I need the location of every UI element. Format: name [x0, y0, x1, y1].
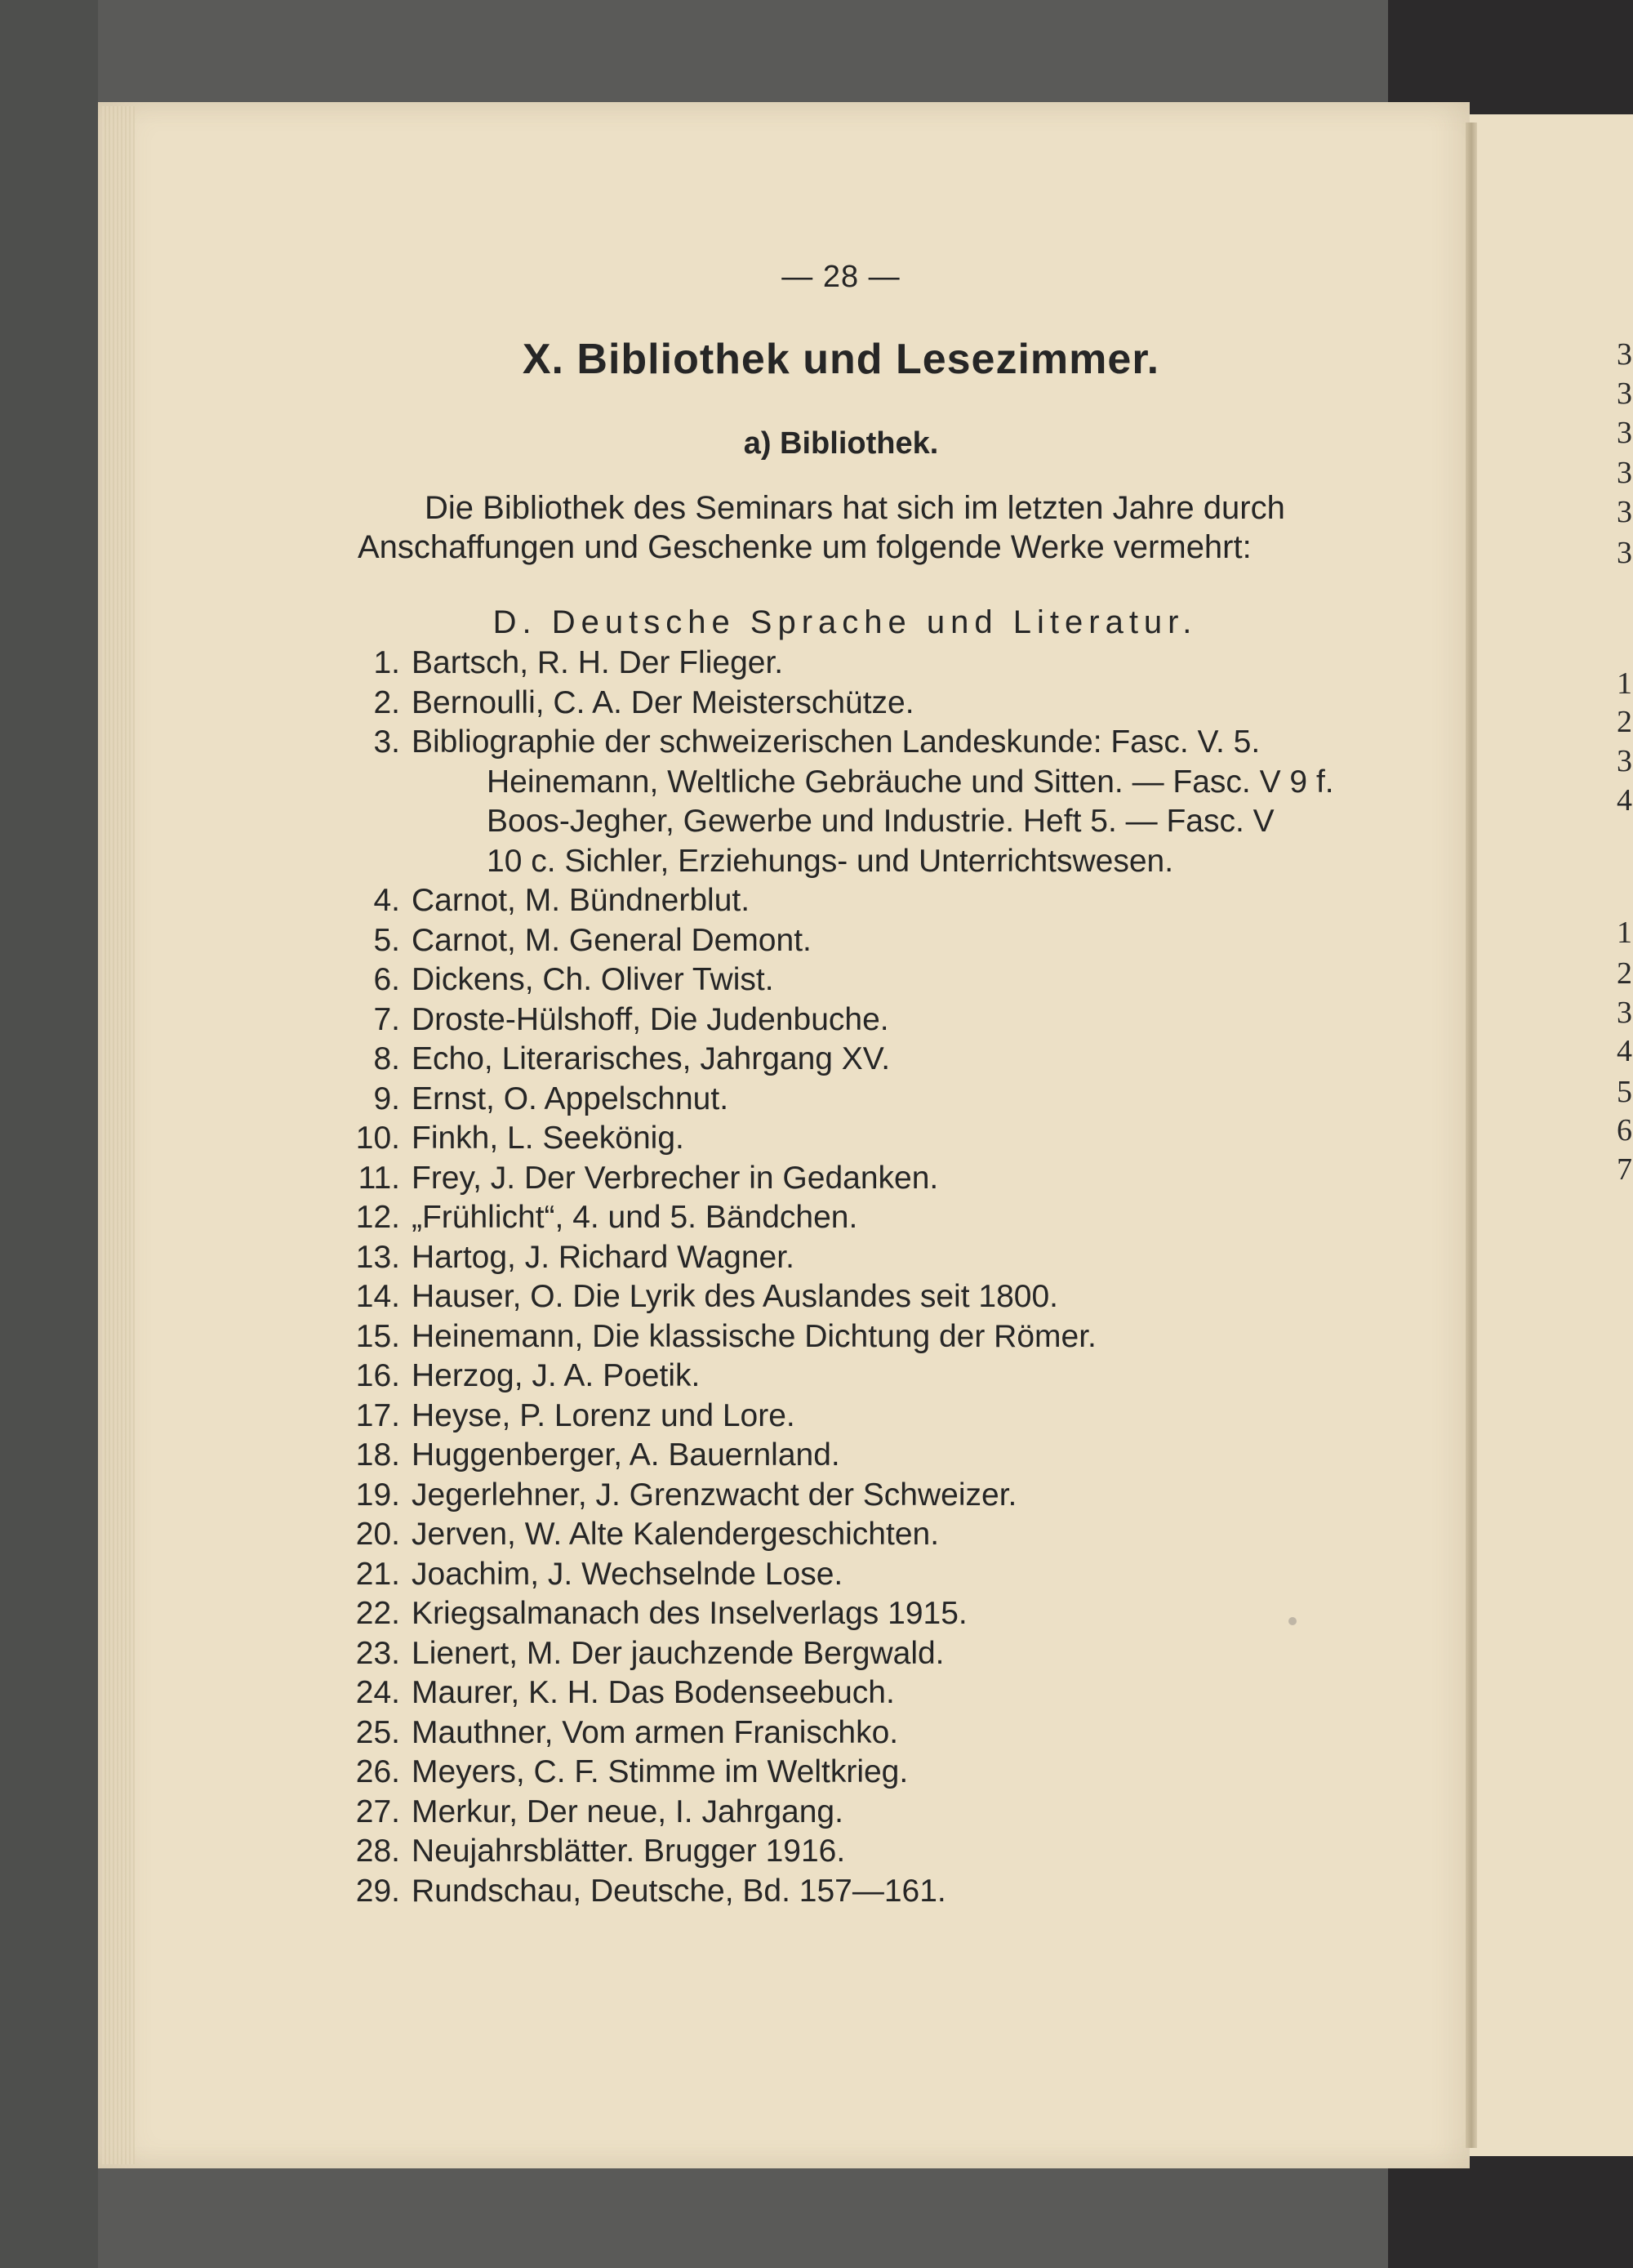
item-text: Lienert, M. Der jauchzende Bergwald. [412, 1635, 945, 1671]
paper-speck [1288, 1617, 1297, 1625]
list-item [318, 1041, 890, 1081]
item-number: 11. [358, 1160, 400, 1196]
item-text: Echo, Literarisches, Jahrgang XV. [412, 1041, 891, 1076]
list-item [318, 1121, 684, 1160]
item-number: 25. [355, 1714, 400, 1750]
item-text: Bernoulli, C. A. Der Meisterschütze. [412, 684, 914, 720]
item-text: Rundschau, Deutsche, Bd. 157—161. [412, 1873, 946, 1909]
item-number: 19. [355, 1477, 400, 1513]
item-text: Bartsch, R. H. Der Flieger. [412, 645, 784, 680]
item-number: 2. [373, 684, 400, 720]
item-number: 18. [355, 1437, 400, 1473]
item-text: Dickens, Ch. Oliver Twist. [412, 962, 774, 997]
item-text: „Frühlicht“, 4. und 5. Bändchen. [412, 1200, 858, 1235]
item-number: 28. [355, 1834, 400, 1869]
next-page-glyph: 4 [1617, 783, 1632, 818]
item-number: 20. [355, 1517, 400, 1552]
list-item [318, 685, 914, 724]
item-number: 3. [373, 724, 400, 760]
next-page-glyph: 3 [1617, 337, 1632, 372]
list-item [318, 1794, 843, 1834]
list-item [318, 923, 812, 962]
item-text: Heinemann, Die klassische Dichtung der Römer. [412, 1318, 1097, 1354]
list-item [318, 645, 783, 684]
list-item [318, 1715, 898, 1754]
list-item [318, 1240, 794, 1279]
item-number: 23. [355, 1635, 400, 1671]
item-text: Jegerlehner, J. Grenzwacht der Schweizer. [412, 1477, 1017, 1513]
intro-line: Die Bibliothek des Seminars hat sich im letzten Jahre durch [425, 490, 1285, 526]
item-number: 5. [373, 922, 400, 958]
item-text: Frey, J. Der Verbrecher in Gedanken. [412, 1160, 939, 1196]
list-item [318, 1834, 845, 1873]
list-item [318, 1437, 840, 1477]
item-text: Jerven, W. Alte Kalendergeschichten. [412, 1517, 940, 1552]
next-page-glyph: 3 [1617, 416, 1632, 450]
item-number: 4. [373, 883, 400, 918]
next-page-glyph: 7 [1617, 1152, 1632, 1187]
list-item [318, 1517, 939, 1556]
item-text: Carnot, M. General Demont. [412, 922, 812, 958]
list-item [318, 1358, 700, 1397]
item-text: Finkh, L. Seekönig. [412, 1121, 684, 1156]
next-page-glyph: 5 [1617, 1075, 1632, 1109]
next-page-glyph: 6 [1617, 1113, 1632, 1147]
item-number: 29. [355, 1873, 400, 1909]
list-item [318, 1557, 843, 1596]
item-text: Carnot, M. Bündnerblut. [412, 883, 750, 918]
item-text: Ernst, O. Appelschnut. [412, 1081, 729, 1116]
next-page-glyph: 4 [1617, 1034, 1632, 1068]
item-number: 27. [355, 1793, 400, 1829]
list-item [318, 1596, 968, 1635]
item-text: Kriegsalmanach des Inselverlags 1915. [412, 1596, 968, 1631]
item-number: 8. [373, 1041, 400, 1076]
next-page-glyph: 2 [1617, 705, 1632, 739]
item-number: 6. [373, 962, 400, 997]
next-page-glyph: 3 [1617, 996, 1632, 1030]
item-number: 10. [355, 1121, 400, 1156]
list-item [318, 1874, 946, 1913]
next-page-glyph: 3 [1617, 456, 1632, 490]
item-number: 16. [355, 1358, 400, 1393]
item-number: 22. [355, 1596, 400, 1631]
intro-line: Anschaffungen und Geschenke um folgende Werke vermehrt: [358, 529, 1252, 565]
next-page-glyph: 1 [1617, 916, 1632, 950]
item-number: 17. [355, 1397, 400, 1433]
next-page-glyph: 3 [1617, 744, 1632, 778]
item-number: 13. [355, 1239, 400, 1275]
item-text: Meyers, C. F. Stimme im Weltkrieg. [412, 1754, 909, 1789]
item-text: Merkur, Der neue, I. Jahrgang. [412, 1793, 843, 1829]
list-item [318, 1081, 728, 1121]
item-text: Joachim, J. Wechselnde Lose. [412, 1556, 843, 1592]
list-item [318, 1002, 889, 1041]
list-item [318, 883, 750, 922]
item-text: Neujahrsblätter. Brugger 1916. [412, 1834, 846, 1869]
item-number: 24. [355, 1675, 400, 1710]
item-number: 14. [355, 1279, 400, 1314]
list-item [318, 962, 774, 1001]
section-title: a) Bibliothek. [743, 426, 939, 461]
item-number: 15. [355, 1318, 400, 1354]
next-page-glyph: 1 [1617, 666, 1632, 701]
item-number: 26. [355, 1754, 400, 1789]
item-text: Heyse, P. Lorenz und Lore. [412, 1397, 795, 1433]
item-number: 1. [373, 645, 400, 680]
item-continuation: Heinemann, Weltliche Gebräuche und Sitten. — Fasc. V 9 f. [487, 764, 1334, 800]
item-text: Droste-Hülshoff, Die Judenbuche. [412, 1001, 889, 1037]
item-continuation: 10 c. Sichler, Erziehungs- und Unterrichtswesen. [487, 843, 1174, 879]
list-item [318, 1200, 857, 1239]
category-heading: D. Deutsche Sprache und Literatur. [492, 604, 1198, 640]
item-text: Hartog, J. Richard Wagner. [412, 1239, 794, 1275]
item-text: Mauthner, Vom armen Franischko. [412, 1714, 899, 1750]
list-item [318, 1754, 908, 1793]
item-number: 21. [355, 1556, 400, 1592]
list-item [318, 1477, 1017, 1517]
item-number: 9. [373, 1081, 400, 1116]
chapter-title: X. Bibliothek und Lesezimmer. [522, 336, 1160, 383]
next-page-glyph: 2 [1617, 956, 1632, 991]
item-text: Herzog, J. A. Poetik. [412, 1358, 701, 1393]
item-number: 7. [373, 1001, 400, 1037]
list-item [318, 1161, 938, 1200]
page-number: — 28 — [781, 260, 901, 294]
item-text: Huggenberger, A. Bauernland. [412, 1437, 840, 1473]
item-text: Hauser, O. Die Lyrik des Auslandes seit 1800. [412, 1279, 1058, 1314]
list-item [318, 1636, 945, 1675]
next-page-glyph: 3 [1617, 377, 1632, 411]
item-continuation: Boos-Jegher, Gewerbe und Industrie. Heft 5. — Fasc. V [487, 804, 1275, 839]
list-item [318, 724, 1260, 764]
list-item [318, 1675, 895, 1714]
list-item [318, 1398, 795, 1437]
list-item [318, 1279, 1058, 1318]
next-page-glyph: 3 [1617, 536, 1632, 570]
item-text: Bibliographie der schweizerischen Landeskunde: Fasc. V. 5. [412, 724, 1261, 760]
list-item [318, 1319, 1097, 1358]
next-page-glyph: 3 [1617, 495, 1632, 529]
item-number: 12. [355, 1200, 400, 1235]
item-text: Maurer, K. H. Das Bodenseebuch. [412, 1675, 895, 1710]
